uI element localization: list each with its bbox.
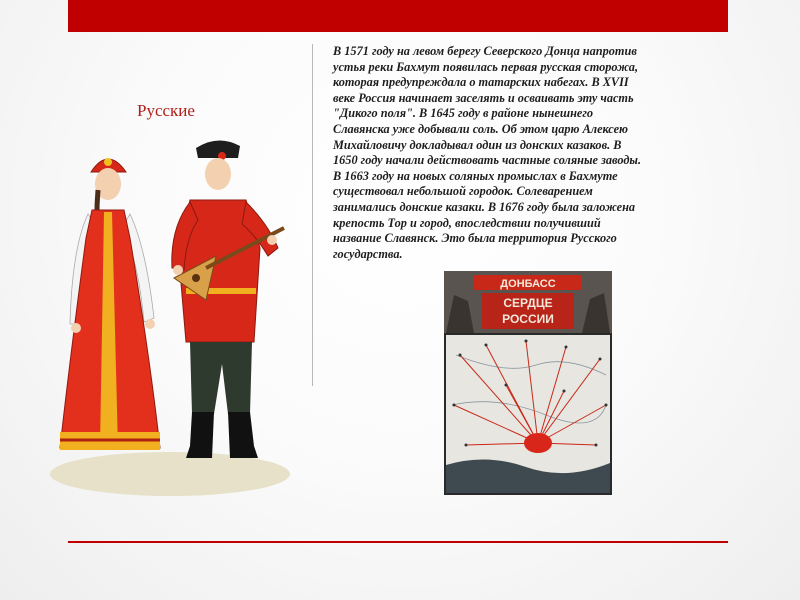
poster-map bbox=[446, 335, 610, 493]
poster-banner bbox=[444, 271, 612, 333]
body-text: В 1571 году на левом берегу Северского Донца напротив устья реки Бахмут появилась первая русская сторожа, которая предупреждала о татарских набегах. В XVII веке Россия начинает заселять и осваивать эту часть "Дикого поля". В 1645 году в районе нынешнего Славянска уже добывали соль. Об этом царю Алексею Михайловичу докладывал один из донских казаков. В 1650 году начали действовать частные соляные заводы. В 1663 году на новых соляных промыслах в Бахмуте существовал небольшой городок. Солеварением занимались донские казаки. В 1676 году была заложена крепость Тор и город, впоследствии получивший название Славянск. Это была территория Русского государства. bbox=[333, 44, 642, 261]
bottom-accent-rule bbox=[68, 541, 728, 543]
map-heart bbox=[524, 433, 552, 453]
vertical-divider bbox=[312, 44, 313, 386]
russian-costume-illustration bbox=[46, 128, 294, 508]
poster-line1: ДОНБАСС bbox=[500, 278, 556, 290]
woman-figure bbox=[60, 158, 160, 450]
ground-shadow bbox=[50, 452, 290, 496]
top-accent-bar bbox=[68, 0, 728, 32]
man-figure bbox=[172, 140, 284, 458]
poster-line2: СЕРДЦЕ bbox=[503, 296, 553, 310]
slide-title: Русские bbox=[137, 101, 195, 120]
donbass-poster bbox=[444, 271, 612, 495]
poster-line3: РОССИИ bbox=[502, 312, 554, 326]
